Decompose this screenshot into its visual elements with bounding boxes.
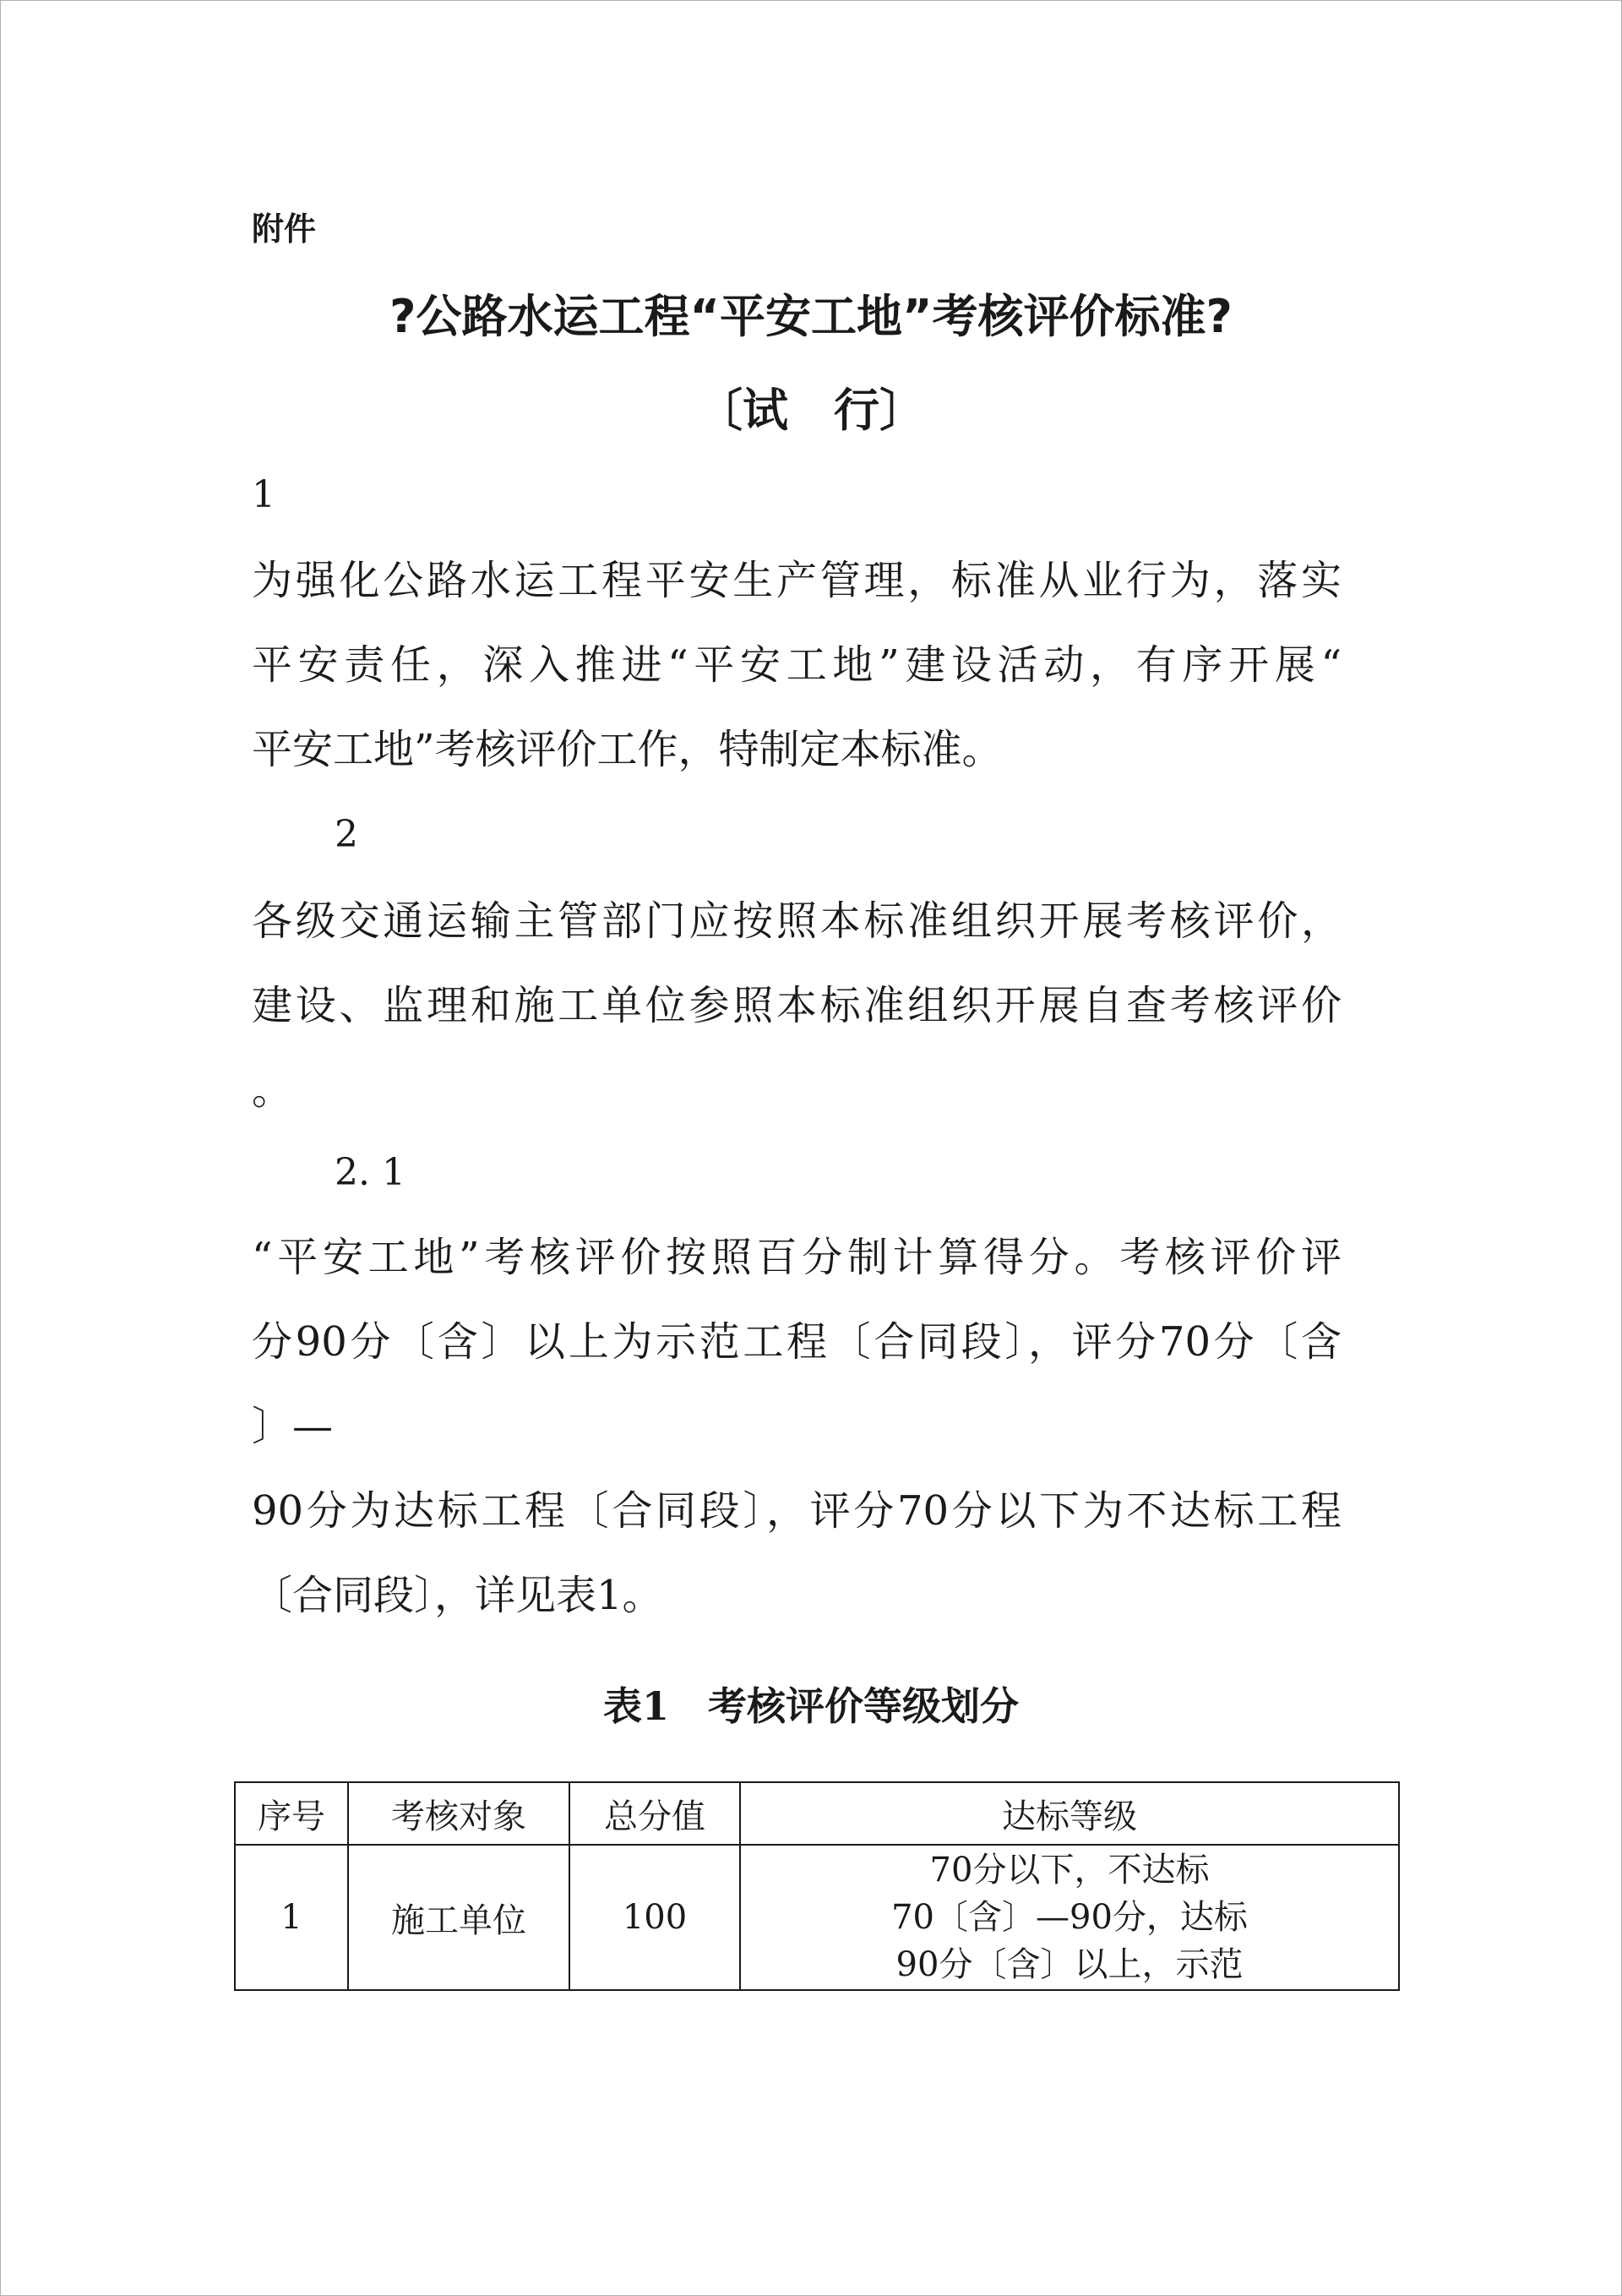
document-subtitle: 〔试 行〕 — [697, 384, 925, 437]
section-2-number: 2 — [335, 813, 358, 856]
text-line: 平安工地”考核评价工作，特制定本标准。 — [252, 726, 1003, 773]
text-line: 各级交通运输主管部门应按照本标准组织开展考核评价， — [252, 897, 1342, 945]
section-2-paragraph — [252, 879, 1342, 1132]
section-1-number: 1 — [252, 473, 275, 516]
cell-target: 施工单位 — [348, 1845, 569, 1990]
table-caption: 表1 考核评价等级划分 — [602, 1683, 1019, 1729]
cell-grades — [740, 1845, 1399, 1990]
grade-line: 70分以下，不达标 — [929, 1851, 1210, 1890]
header-score: 总分值 — [569, 1782, 740, 1845]
cell-score: 100 — [569, 1845, 740, 1990]
grade-line: 70〔含〕—90分，达标 — [891, 1898, 1248, 1937]
grade-table — [234, 1781, 1400, 1991]
text-line: 分90分〔含〕以上为示范工程〔合同段〕，评分70分〔含 — [252, 1318, 1342, 1366]
text-line: 90分为达标工程〔合同段〕，评分70分以下为不达标工程 — [252, 1487, 1342, 1535]
table-row — [235, 1845, 1399, 1990]
cell-index: 1 — [235, 1845, 348, 1990]
text-line: 〔合同段〕，详见表1。 — [252, 1572, 663, 1619]
text-line: 〕— — [252, 1403, 334, 1450]
document-title: ?公路水运工程“平安工地”考核评价标准? — [389, 290, 1233, 343]
attachment-label: 附件 — [252, 210, 317, 248]
header-index: 序号 — [235, 1782, 348, 1845]
header-target: 考核对象 — [348, 1782, 569, 1845]
table-header-row — [235, 1782, 1399, 1845]
grade-line: 90分〔含〕以上，示范 — [895, 1945, 1244, 1984]
header-grade: 达标等级 — [740, 1782, 1399, 1845]
text-line: 建设、监理和施工单位参照本标准组织开展自查考核评价 — [252, 982, 1342, 1029]
text-line: 平安责任，深入推进“平安工地”建设活动，有序开展“ — [252, 641, 1342, 689]
section-2-1-number: 2. 1 — [335, 1151, 406, 1194]
section-1-paragraph — [252, 538, 1342, 792]
section-2-1-paragraph — [252, 1215, 1342, 1638]
text-line: 。 — [252, 1066, 293, 1114]
text-line: 为强化公路水运工程平安生产管理，标准从业行为，落实 — [252, 557, 1342, 604]
text-line: “平安工地”考核评价按照百分制计算得分。考核评价评 — [252, 1234, 1342, 1281]
